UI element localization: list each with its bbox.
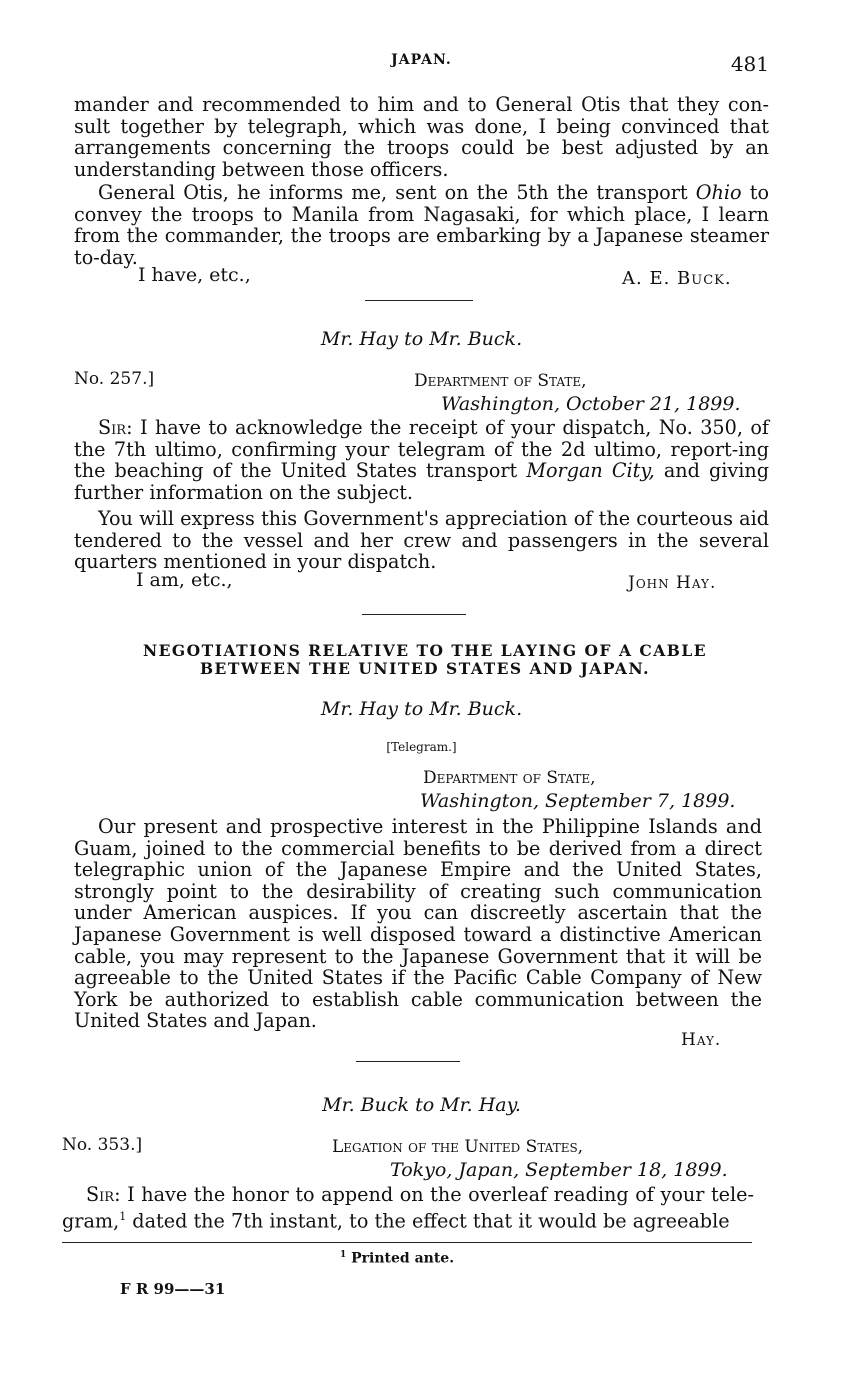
letter-title: Mr. Buck to Mr. Hay.: [322, 1094, 521, 1116]
section-heading: [80, 642, 770, 678]
page-number: 481: [730, 52, 769, 76]
divider-rule: [356, 1061, 460, 1062]
section-heading-line: BETWEEN THE UNITED STATES AND JAPAN.: [199, 659, 651, 678]
telegram-body: Our present and prospective interest in the Philippine Islands and Guam, joined to the commercial benefits to be derived from a direct telegraphic union of the Japanese Empire and the United States, strongly point to the desirability of creating such communication under American auspices. If you can discreetly ascertain that the Japanese Government is well disposed toward a distinctive American cable, you may represent to the Japanese Government that it will be agreeable to the United States if the Pacific Cable Company of New York be authorized to establish cable communication between the United States and Japan.: [74, 815, 762, 1033]
legation-of-united-states: Legation of the United States,: [332, 1137, 584, 1157]
telegram-label: [Telegram.]: [386, 740, 457, 754]
footnote-reference: 1: [119, 1209, 127, 1223]
body-text-b: dated the 7th instant, to the effect that it would be agreeable: [126, 1208, 730, 1232]
divider-rule: [365, 300, 473, 301]
place-date: Washington, October 21, 1899.: [441, 393, 741, 415]
place-date: Washington, September 7, 1899.: [420, 790, 736, 812]
letter-body-paragraph: [74, 417, 769, 503]
department-of-state: Department of State,: [423, 768, 596, 788]
place-date: Tokyo, Japan, September 18, 1899.: [390, 1159, 728, 1181]
body-text-a: I have to acknowledge the receipt of your dispatch, No. 350, of the 7th ultimo, confirming your telegram of the 2d ultimo, report-ing the beaching of the United States transport: [74, 416, 769, 483]
ship-name-ohio: Ohio: [695, 181, 742, 204]
signature-buck: A. E. Buck.: [622, 268, 732, 289]
divider-rule: [362, 614, 466, 615]
footnote-mark: 1: [340, 1250, 347, 1260]
signature-john-hay: John Hay.: [628, 573, 717, 593]
para1-line: sult together by telegraph, which was done, I being convinced that: [74, 114, 769, 138]
section-heading-line: NEGOTIATIONS RELATIVE TO THE LAYING OF A CABLE: [142, 641, 708, 660]
dispatch-number: No. 353.]: [62, 1135, 143, 1155]
footnote-text: Printed ante.: [351, 1250, 455, 1267]
letter-body-paragraph: [62, 1184, 754, 1232]
continuation-paragraph: [74, 94, 769, 180]
otis-text-b: to convey the troops to Manila from Nagasaki, for which place, I learn from the commander, the troops are embarking by a Japanese steamer to-day.: [74, 181, 769, 269]
letter-title: Mr. Hay to Mr. Buck.: [320, 328, 523, 350]
closing-am-etc: I am, etc.,: [136, 569, 233, 591]
closing-have-etc: I have, etc.,: [138, 264, 251, 286]
department-of-state: Department of State,: [414, 371, 587, 391]
footnote: [340, 1250, 454, 1267]
letter-title: Mr. Hay to Mr. Buck.: [320, 698, 523, 720]
letter-body-paragraph: You will express this Government's appreciation of the courteous aid tendered to the vessel and her crew and passengers in the several quarters mentioned in your dispatch.: [74, 507, 769, 574]
running-header-title: JAPAN.: [391, 52, 452, 68]
footnote-rule: [62, 1242, 752, 1243]
para1-line: understanding between those officers.: [74, 157, 449, 181]
salutation-sir: Sir:: [86, 1183, 121, 1206]
signature-hay: Hay.: [681, 1030, 722, 1050]
body-text-a: I have the honor to append on the overleaf reading of your tele-gram,: [62, 1183, 754, 1232]
para1-line: mander and recommended to him and to General Otis that they con-: [74, 93, 769, 116]
otis-paragraph: [74, 182, 769, 268]
para1-line: arrangements concerning the troops could be best adjusted by an: [74, 136, 769, 160]
signature-mark: F R 99——31: [120, 1280, 226, 1298]
salutation-sir: Sir:: [98, 416, 133, 439]
dispatch-number: No. 257.]: [74, 369, 155, 389]
otis-text-a: General Otis, he informs me, sent on the 5th the transport: [98, 181, 696, 204]
body-text-b: and giving further information on the subject.: [74, 459, 769, 504]
ship-name-morgan-city: Morgan City,: [526, 459, 655, 483]
